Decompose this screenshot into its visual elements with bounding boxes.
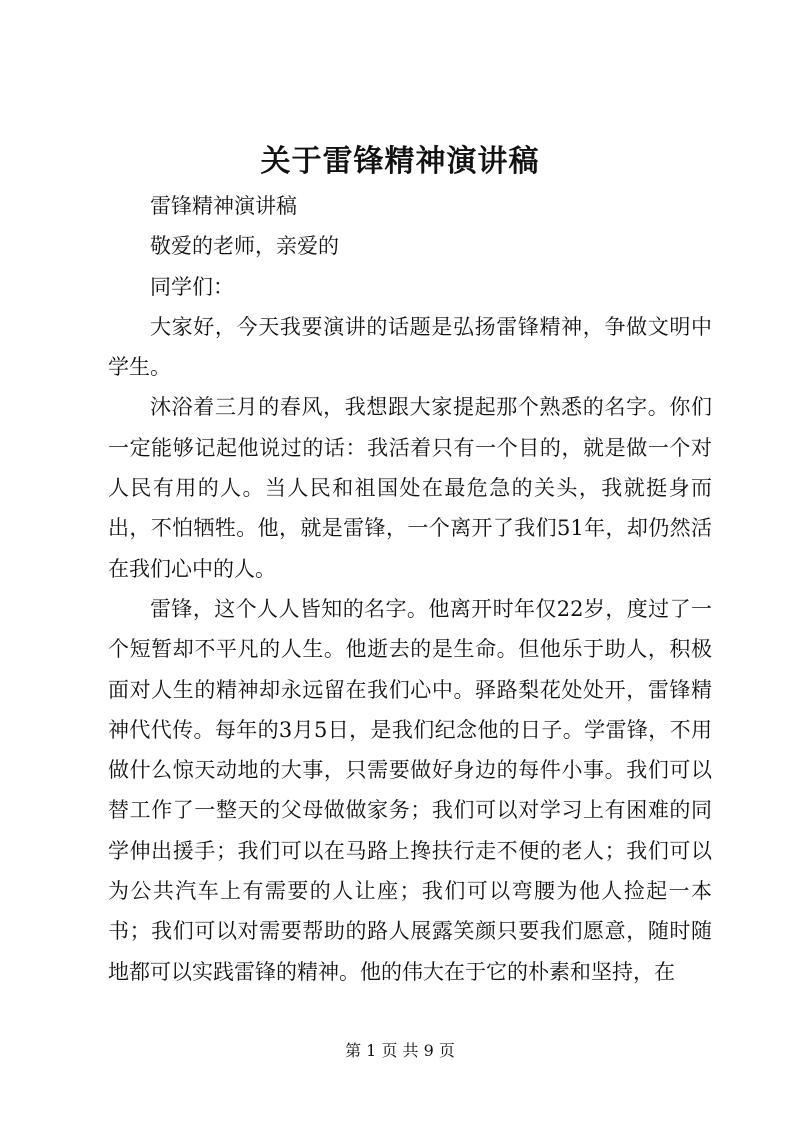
document-body xyxy=(108,186,712,992)
body-paragraph: 雷锋精神演讲稿 xyxy=(150,194,297,218)
body-paragraph: 敬爱的老师，亲爱的 xyxy=(150,234,339,259)
body-paragraph: 同学们： xyxy=(150,274,234,299)
document-title: 关于雷锋精神演讲稿 xyxy=(260,144,540,179)
body-paragraph: 大家好，今天我要演讲的话题是弘扬雷锋精神，争做文明中学生。 xyxy=(108,314,712,380)
page-number-footer: 第 1 页 共 9 页 xyxy=(345,1041,455,1060)
body-paragraph: 沐浴着三月的春风，我想跟大家提起那个熟悉的名字。你们一定能够记起他说过的话：我活着只有一个目的，就是做一个对人民有用的人。当人民和祖国处在最危急的关头，我就挺身而出，不怕牺牲。他，就是雷锋，一个离开了我们51年，却仍然活在我们心中的人。 xyxy=(108,395,712,581)
body-paragraph: 雷锋，这个人人皆知的名字。他离开时年仅22岁，度过了一个短暂却不平凡的人生。他逝去的是生命。但他乐于助人，积极面对人生的精神却永远留在我们心中。驿路梨花处处开，雷锋精神代代传。每年的3月5日，是我们纪念他的日子。学雷锋，不用做什么惊天动地的大事，只需要做好身边的每件小事。我们可以替工作了一整天的父母做做家务；我们可以对学习上有困难的同学伸出援手；我们可以在马路上搀扶行走不便的老人；我们可以为公共汽车上有需要的人让座；我们可以弯腰为他人捡起一本书；我们可以对需要帮助的路人展露笑颜只要我们愿意，随时随地都可以实践雷锋的精神。他的伟大在于它的朴素和坚持，在 xyxy=(108,596,712,984)
